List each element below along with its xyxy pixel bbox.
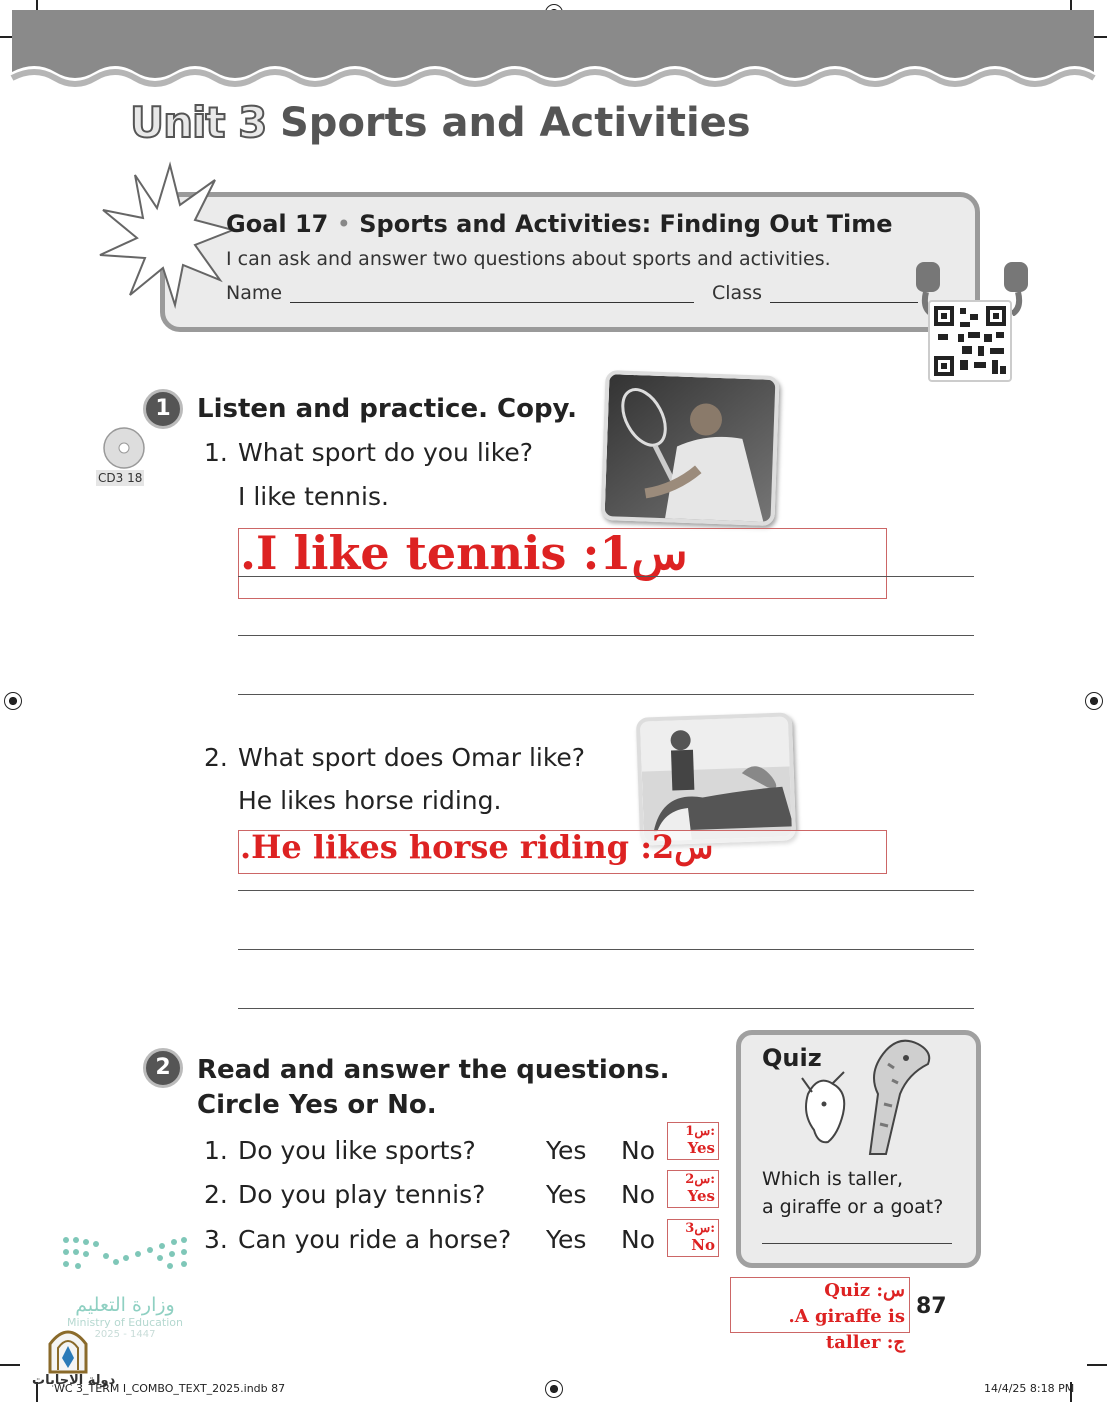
s2-q3-no-option[interactable]: No [621,1225,655,1254]
registration-mark [1085,692,1103,710]
quiz-title: Quiz [762,1044,822,1072]
footer-file-name: WC 3_TERM I_COMBO_TEXT_2025.indb 87 [54,1382,286,1395]
goal-label: Goal 17 [226,210,329,238]
q1-question: What sport do you like? [238,438,533,467]
quiz-answer-line1: Quiz :س [824,1280,905,1301]
unit-title: Sports and Activities [280,100,751,146]
s2-q1-answer: Yes [687,1139,715,1157]
site-logo-icon [46,1324,90,1374]
s2-q1-yes-option[interactable]: Yes [546,1136,587,1165]
writing-line[interactable] [238,890,974,891]
writing-line[interactable] [238,694,974,695]
s2-q2-answer-note [667,1170,719,1208]
q1-number: 1. [204,438,228,467]
s2-q3-answer: No [691,1236,715,1254]
quiz-question-line2: a giraffe or a goat? [762,1196,944,1218]
s2-q1-answer-label: س1: [685,1124,715,1139]
goal-separator: • [336,210,351,238]
giraffe-goat-icon [788,1034,948,1164]
can-statement: I can ask and answer two questions about sports and activities. [226,248,831,270]
writing-line[interactable] [238,635,974,636]
q2-number: 2. [204,743,228,772]
q2-question: What sport does Omar like? [238,743,586,772]
cd-track-label: CD3 18 [98,471,143,485]
s2-q1-answer-note [667,1122,719,1160]
section-2-heading-line2: Circle Yes or No. [197,1090,437,1120]
header-wave [0,0,1107,100]
class-field[interactable] [770,302,918,303]
s2-q1-no-option[interactable]: No [621,1136,655,1165]
tennis-player-image [604,374,779,526]
horse-riding-photo [636,712,796,845]
name-label: Name [226,282,283,304]
qr-icon [934,306,1006,376]
class-label: Class [712,282,762,304]
qr-code[interactable] [928,300,1012,382]
s2-q3-answer-note [667,1219,719,1257]
section-2-heading-line1: Read and answer the questions. [197,1055,670,1085]
s2-q2-no-option[interactable]: No [621,1180,655,1209]
s2-q1-text: Do you like sports? [238,1136,476,1165]
section-2-number: 2 [143,1048,183,1088]
writing-line[interactable] [238,949,974,950]
s2-q1-number: 1. [204,1136,228,1165]
s2-q2-answer-label: س2: [685,1172,715,1187]
ministry-year: 2025 - 1447 [94,1329,156,1340]
writing-line[interactable] [238,576,974,577]
starburst-icon [95,160,235,310]
horse-rider-image [640,716,796,845]
q2-answer: He likes horse riding. [238,786,502,815]
s2-q2-number: 2. [204,1180,228,1209]
crop-mark [1087,1364,1107,1366]
writing-line[interactable] [238,1008,974,1009]
ministry-arabic: وزارة التعليم [75,1294,175,1316]
s2-q3-answer-label: س3: [685,1221,715,1236]
registration-mark [4,692,22,710]
crop-mark [0,1364,20,1366]
s2-q3-text: Can you ride a horse? [238,1225,512,1254]
q1-handwritten-answer: .I like tennis :1س [240,526,688,580]
registration-mark [545,1380,563,1398]
goal-heading: Sports and Activities: Finding Out Time [359,210,893,238]
footer-timestamp: 14/4/25 8:18 PM [984,1382,1075,1395]
quiz-answer-note [730,1277,910,1353]
quiz-question-line1: Which is taller, [762,1168,904,1190]
quiz-answer-line2: .A giraffe is taller :ج [788,1306,905,1353]
name-field[interactable] [290,302,694,303]
site-watermark: دولة الاجابات [32,1373,116,1388]
s2-q3-number: 3. [204,1225,228,1254]
q1-answer: I like tennis. [238,482,389,511]
quiz-answer-line[interactable] [762,1243,952,1244]
s2-q3-yes-option[interactable]: Yes [546,1225,587,1254]
section-1-number: 1 [143,389,183,429]
goal-title [226,210,893,238]
s2-q2-text: Do you play tennis? [238,1180,486,1209]
unit-badge: Unit 3 [130,98,267,147]
page-number: 87 [916,1294,947,1319]
s2-q2-answer: Yes [687,1187,715,1205]
ministry-logo-icon [60,1230,190,1290]
tennis-photo [600,370,779,526]
ministry-english: Ministry of Education [66,1316,183,1329]
q2-handwritten-answer: .He likes horse riding :2س [240,828,714,866]
quiz-question [762,1165,962,1221]
s2-q2-yes-option[interactable]: Yes [546,1180,587,1209]
section-1-heading: Listen and practice. Copy. [197,394,577,424]
